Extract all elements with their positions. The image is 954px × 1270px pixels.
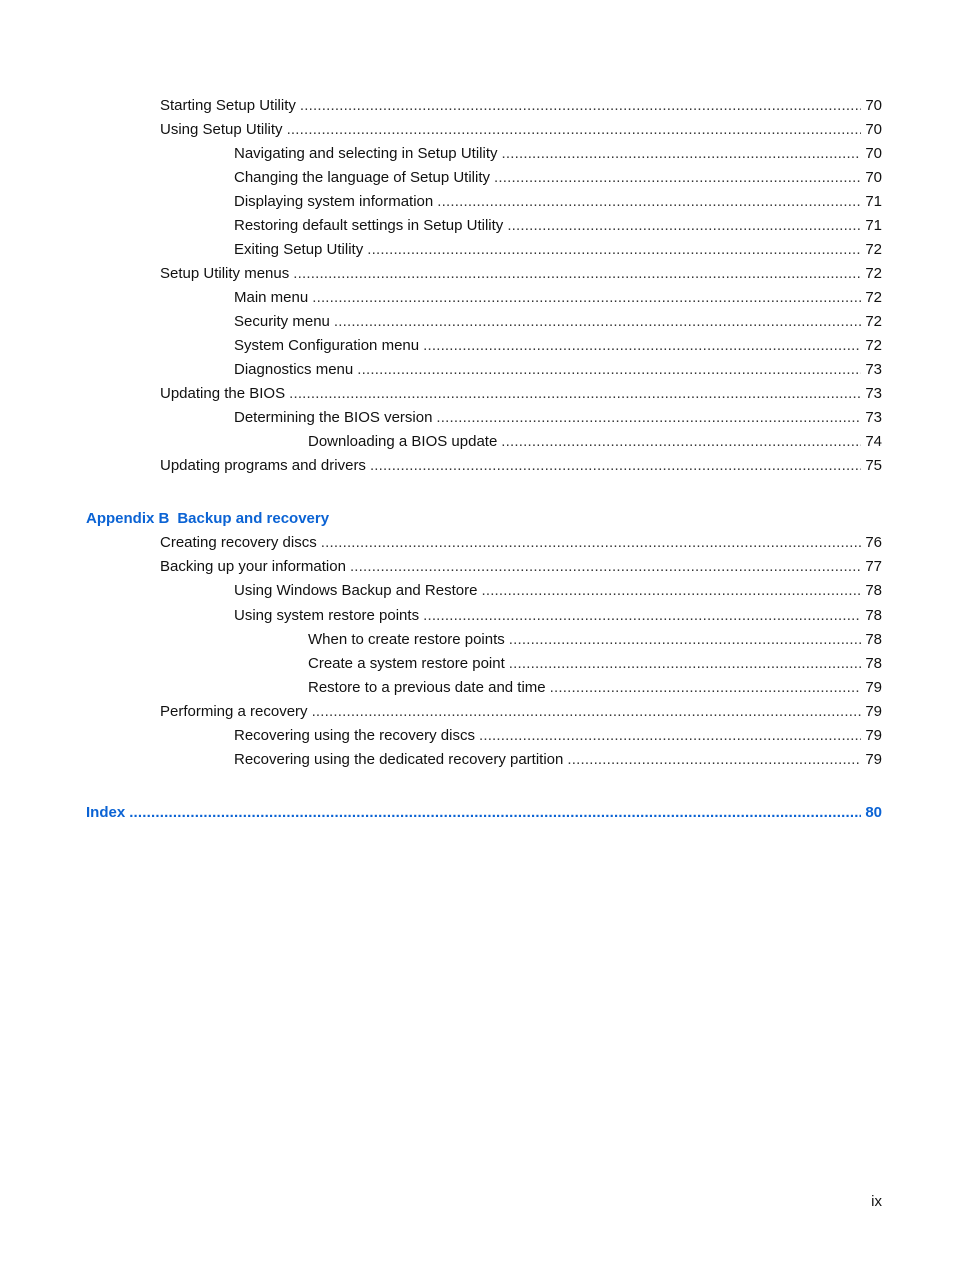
toc-entry-title: Recovering using the recovery discs: [234, 727, 475, 744]
toc-entry-title: System Configuration menu: [234, 337, 420, 354]
dot-leader: [509, 654, 862, 674]
dot-leader: [350, 557, 861, 577]
toc-entry-backing-up-information[interactable]: [160, 557, 882, 577]
toc-entry-title: Changing the language of Setup Utility: [234, 169, 491, 186]
toc-entry-page: 80: [865, 804, 882, 821]
toc-entry-main-menu[interactable]: [234, 288, 882, 308]
toc-entry-security-menu[interactable]: [234, 312, 882, 332]
toc-entry-page: 78: [865, 655, 882, 672]
toc-entry-page: 79: [865, 727, 882, 744]
appendix-b-title: Backup and recovery: [177, 510, 330, 527]
toc-entry-title: Using Setup Utility: [160, 121, 283, 138]
toc-entry-page: 70: [865, 145, 882, 162]
toc-entry-restoring-default-settings[interactable]: [234, 216, 882, 236]
toc-entry-page: 79: [865, 751, 882, 768]
toc-entry-system-restore-points[interactable]: [234, 606, 882, 626]
dot-leader: [300, 96, 861, 116]
appendix-b-heading[interactable]: [86, 509, 329, 529]
toc-entry-setup-utility-menus[interactable]: [160, 264, 882, 284]
dot-leader: [321, 533, 862, 553]
toc-entry-exiting-setup-utility[interactable]: [234, 240, 882, 260]
toc-entry-title: Downloading a BIOS update: [308, 433, 498, 450]
toc-entry-title: Main menu: [234, 289, 309, 306]
toc-entry-title: Setup Utility menus: [160, 265, 290, 282]
toc-entry-navigating-selecting[interactable]: [234, 144, 882, 164]
toc-entry-title: Restoring default settings in Setup Utility: [234, 217, 504, 234]
toc-entry-page: 70: [865, 169, 882, 186]
toc-entry-page: 70: [865, 121, 882, 138]
dot-leader: [437, 192, 861, 212]
toc-entry-title: Security menu: [234, 313, 330, 330]
toc-entry-determining-bios-version[interactable]: [234, 408, 882, 428]
toc-entry-title: Using Windows Backup and Restore: [234, 582, 478, 599]
toc-entry-page: 71: [865, 217, 882, 234]
dot-leader: [367, 240, 861, 260]
toc-entry-system-configuration-menu[interactable]: [234, 336, 882, 356]
toc-entry-page: 72: [865, 289, 882, 306]
toc-entry-page: 75: [865, 457, 882, 474]
toc-entry-title: Performing a recovery: [160, 703, 308, 720]
toc-entry-page: 70: [865, 97, 882, 114]
dot-leader: [507, 216, 861, 236]
dot-leader: [357, 360, 861, 380]
toc-entry-page: 72: [865, 241, 882, 258]
toc-entry-recovering-recovery-discs[interactable]: [234, 726, 882, 746]
dot-leader: [501, 432, 861, 452]
toc-entry-page: 72: [865, 337, 882, 354]
toc-entry-page: 73: [865, 409, 882, 426]
toc-entry-updating-programs-drivers[interactable]: [160, 456, 882, 476]
toc-entry-recovering-dedicated-partition[interactable]: [234, 750, 882, 770]
toc-entry-page: 78: [865, 607, 882, 624]
toc-entry-title: When to create restore points: [308, 631, 505, 648]
toc-entry-title: Updating programs and drivers: [160, 457, 366, 474]
toc-entry-title: Using system restore points: [234, 607, 420, 624]
toc-entry-starting-setup-utility[interactable]: [160, 96, 882, 116]
dot-leader: [501, 144, 861, 164]
toc-entry-using-setup-utility[interactable]: [160, 120, 882, 140]
dot-leader: [423, 336, 861, 356]
toc-entry-page: 78: [865, 582, 882, 599]
toc-entry-when-to-create-restore-points[interactable]: [308, 630, 882, 650]
toc-entry-restore-previous-date[interactable]: [308, 678, 882, 698]
toc-entry-page: 76: [865, 534, 882, 551]
dot-leader: [370, 456, 861, 476]
dot-leader: [509, 630, 862, 650]
toc-entry-page: 72: [865, 265, 882, 282]
toc-entry-displaying-system-information[interactable]: [234, 192, 882, 212]
toc-entry-performing-recovery[interactable]: [160, 702, 882, 722]
toc-entry-page: 79: [865, 679, 882, 696]
dot-leader: [334, 312, 861, 332]
toc-entry-page: 72: [865, 313, 882, 330]
toc-entry-title: Recovering using the dedicated recovery partition: [234, 751, 564, 768]
toc-entry-page: 73: [865, 361, 882, 378]
toc-entry-downloading-bios-update[interactable]: [308, 432, 882, 452]
toc-entry-title: Navigating and selecting in Setup Utility: [234, 145, 498, 162]
appendix-b-label: Appendix B: [86, 510, 170, 527]
toc-entry-title: Updating the BIOS: [160, 385, 286, 402]
dot-leader: [494, 168, 861, 188]
dot-leader: [479, 726, 861, 746]
toc-entry-create-system-restore-point[interactable]: [308, 654, 882, 674]
toc-entry-title: Restore to a previous date and time: [308, 679, 546, 696]
toc-entry-page: 73: [865, 385, 882, 402]
toc-entry-title: Displaying system information: [234, 193, 434, 210]
dot-leader: [481, 581, 861, 601]
dot-leader: [567, 750, 861, 770]
toc-entry-title: Starting Setup Utility: [160, 97, 296, 114]
toc-entry-index[interactable]: [86, 803, 882, 823]
toc-entry-page: 71: [865, 193, 882, 210]
toc-entry-title: Exiting Setup Utility: [234, 241, 364, 258]
toc-entry-title: Create a system restore point: [308, 655, 505, 672]
dot-leader: [289, 384, 861, 404]
toc-entry-page: 74: [865, 433, 882, 450]
toc-entry-page: 79: [865, 703, 882, 720]
dot-leader: [129, 803, 861, 823]
dot-leader: [436, 408, 861, 428]
dot-leader: [423, 606, 861, 626]
dot-leader: [312, 702, 862, 722]
toc-entry-creating-recovery-discs[interactable]: [160, 533, 882, 553]
dot-leader: [287, 120, 862, 140]
toc-entry-title: Diagnostics menu: [234, 361, 354, 378]
toc-entry-page: 78: [865, 631, 882, 648]
toc-entry-page: 77: [865, 558, 882, 575]
dot-leader: [550, 678, 862, 698]
page-number: ix: [871, 1193, 882, 1210]
toc-entry-title: Index: [86, 804, 126, 821]
dot-leader: [312, 288, 861, 308]
dot-leader: [293, 264, 861, 284]
toc-entry-title: Backing up your information: [160, 558, 346, 575]
toc-entry-title: Determining the BIOS version: [234, 409, 433, 426]
toc-entry-diagnostics-menu[interactable]: [234, 360, 882, 380]
toc-entry-changing-language[interactable]: [234, 168, 882, 188]
toc-entry-windows-backup-restore[interactable]: [234, 581, 882, 601]
toc-entry-updating-bios[interactable]: [160, 384, 882, 404]
toc-entry-title: Creating recovery discs: [160, 534, 317, 551]
